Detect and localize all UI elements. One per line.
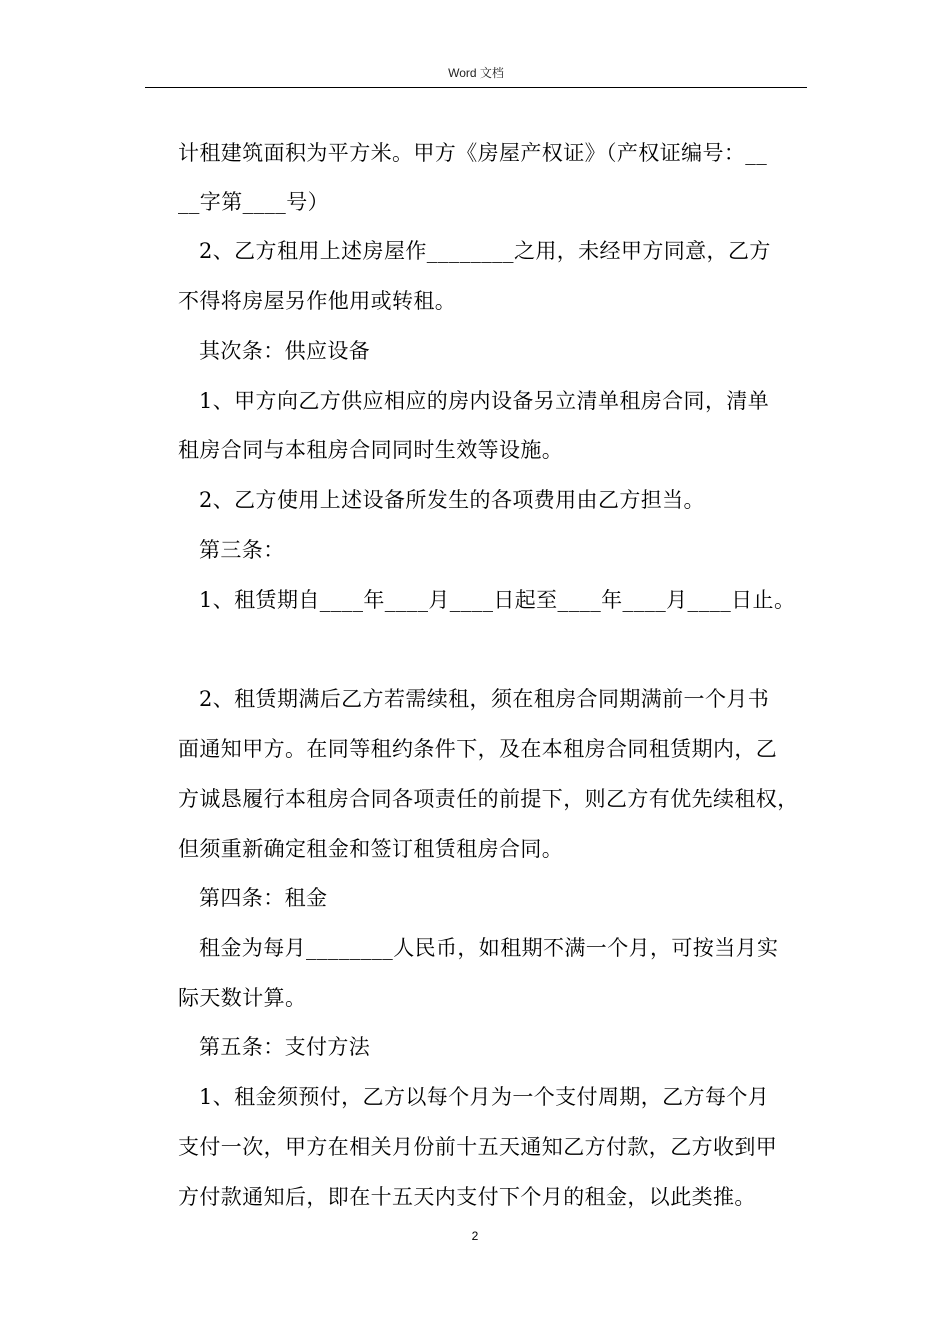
body-line: 租房合同与本租房合同同时生效等设施。 [178,438,564,462]
page-number: 2 [471,1229,479,1243]
body-line: 1、租赁期自____年____月____日起至____年____月____日止。 [199,588,796,612]
body-line: 面通知甲方。在同等租约条件下，及在本租房合同租赁期内，乙 [178,737,778,761]
body-line: 1、租金须预付，乙方以每个月为一个支付周期，乙方每个月 [199,1085,770,1109]
body-line: 不得将房屋另作他用或转租。 [178,289,457,313]
body-line: __字第____号） [178,190,329,214]
body-line: 方诚恳履行本租房合同各项责任的前提下，则乙方有优先续租权， [178,787,799,811]
section-heading: 第五条：支付方法 [199,1035,371,1059]
body-line: 2、乙方租用上述房屋作________之用，未经甲方同意，乙方 [199,239,771,263]
section-heading: 第三条： [199,538,285,562]
section-heading: 其次条：供应设备 [199,339,371,363]
page-header: Word 文档 [448,66,504,80]
body-line: 1、甲方向乙方供应相应的房内设备另立清单租房合同，清单 [199,389,770,413]
body-line: 2、乙方使用上述设备所发生的各项费用由乙方担当。 [199,488,705,512]
body-line: 租金为每月________人民币，如租期不满一个月，可按当月实 [199,936,779,960]
section-heading: 第四条：租金 [199,886,328,910]
body-line: 方付款通知后，即在十五天内支付下个月的租金，以此类推。 [178,1185,756,1209]
body-line: 但须重新确定租金和签订租赁租房合同。 [178,837,564,861]
header-rule [145,87,807,88]
body-line: 2、租赁期满后乙方若需续租，须在租房合同期满前一个月书 [199,687,770,711]
body-line: 际天数计算。 [178,986,307,1010]
body-line: 支付一次，甲方在相关月份前十五天通知乙方付款，乙方收到甲 [178,1135,778,1159]
body-line: 计租建筑面积为平方米。甲方《房屋产权证》（产权证编号：__ [178,141,768,165]
